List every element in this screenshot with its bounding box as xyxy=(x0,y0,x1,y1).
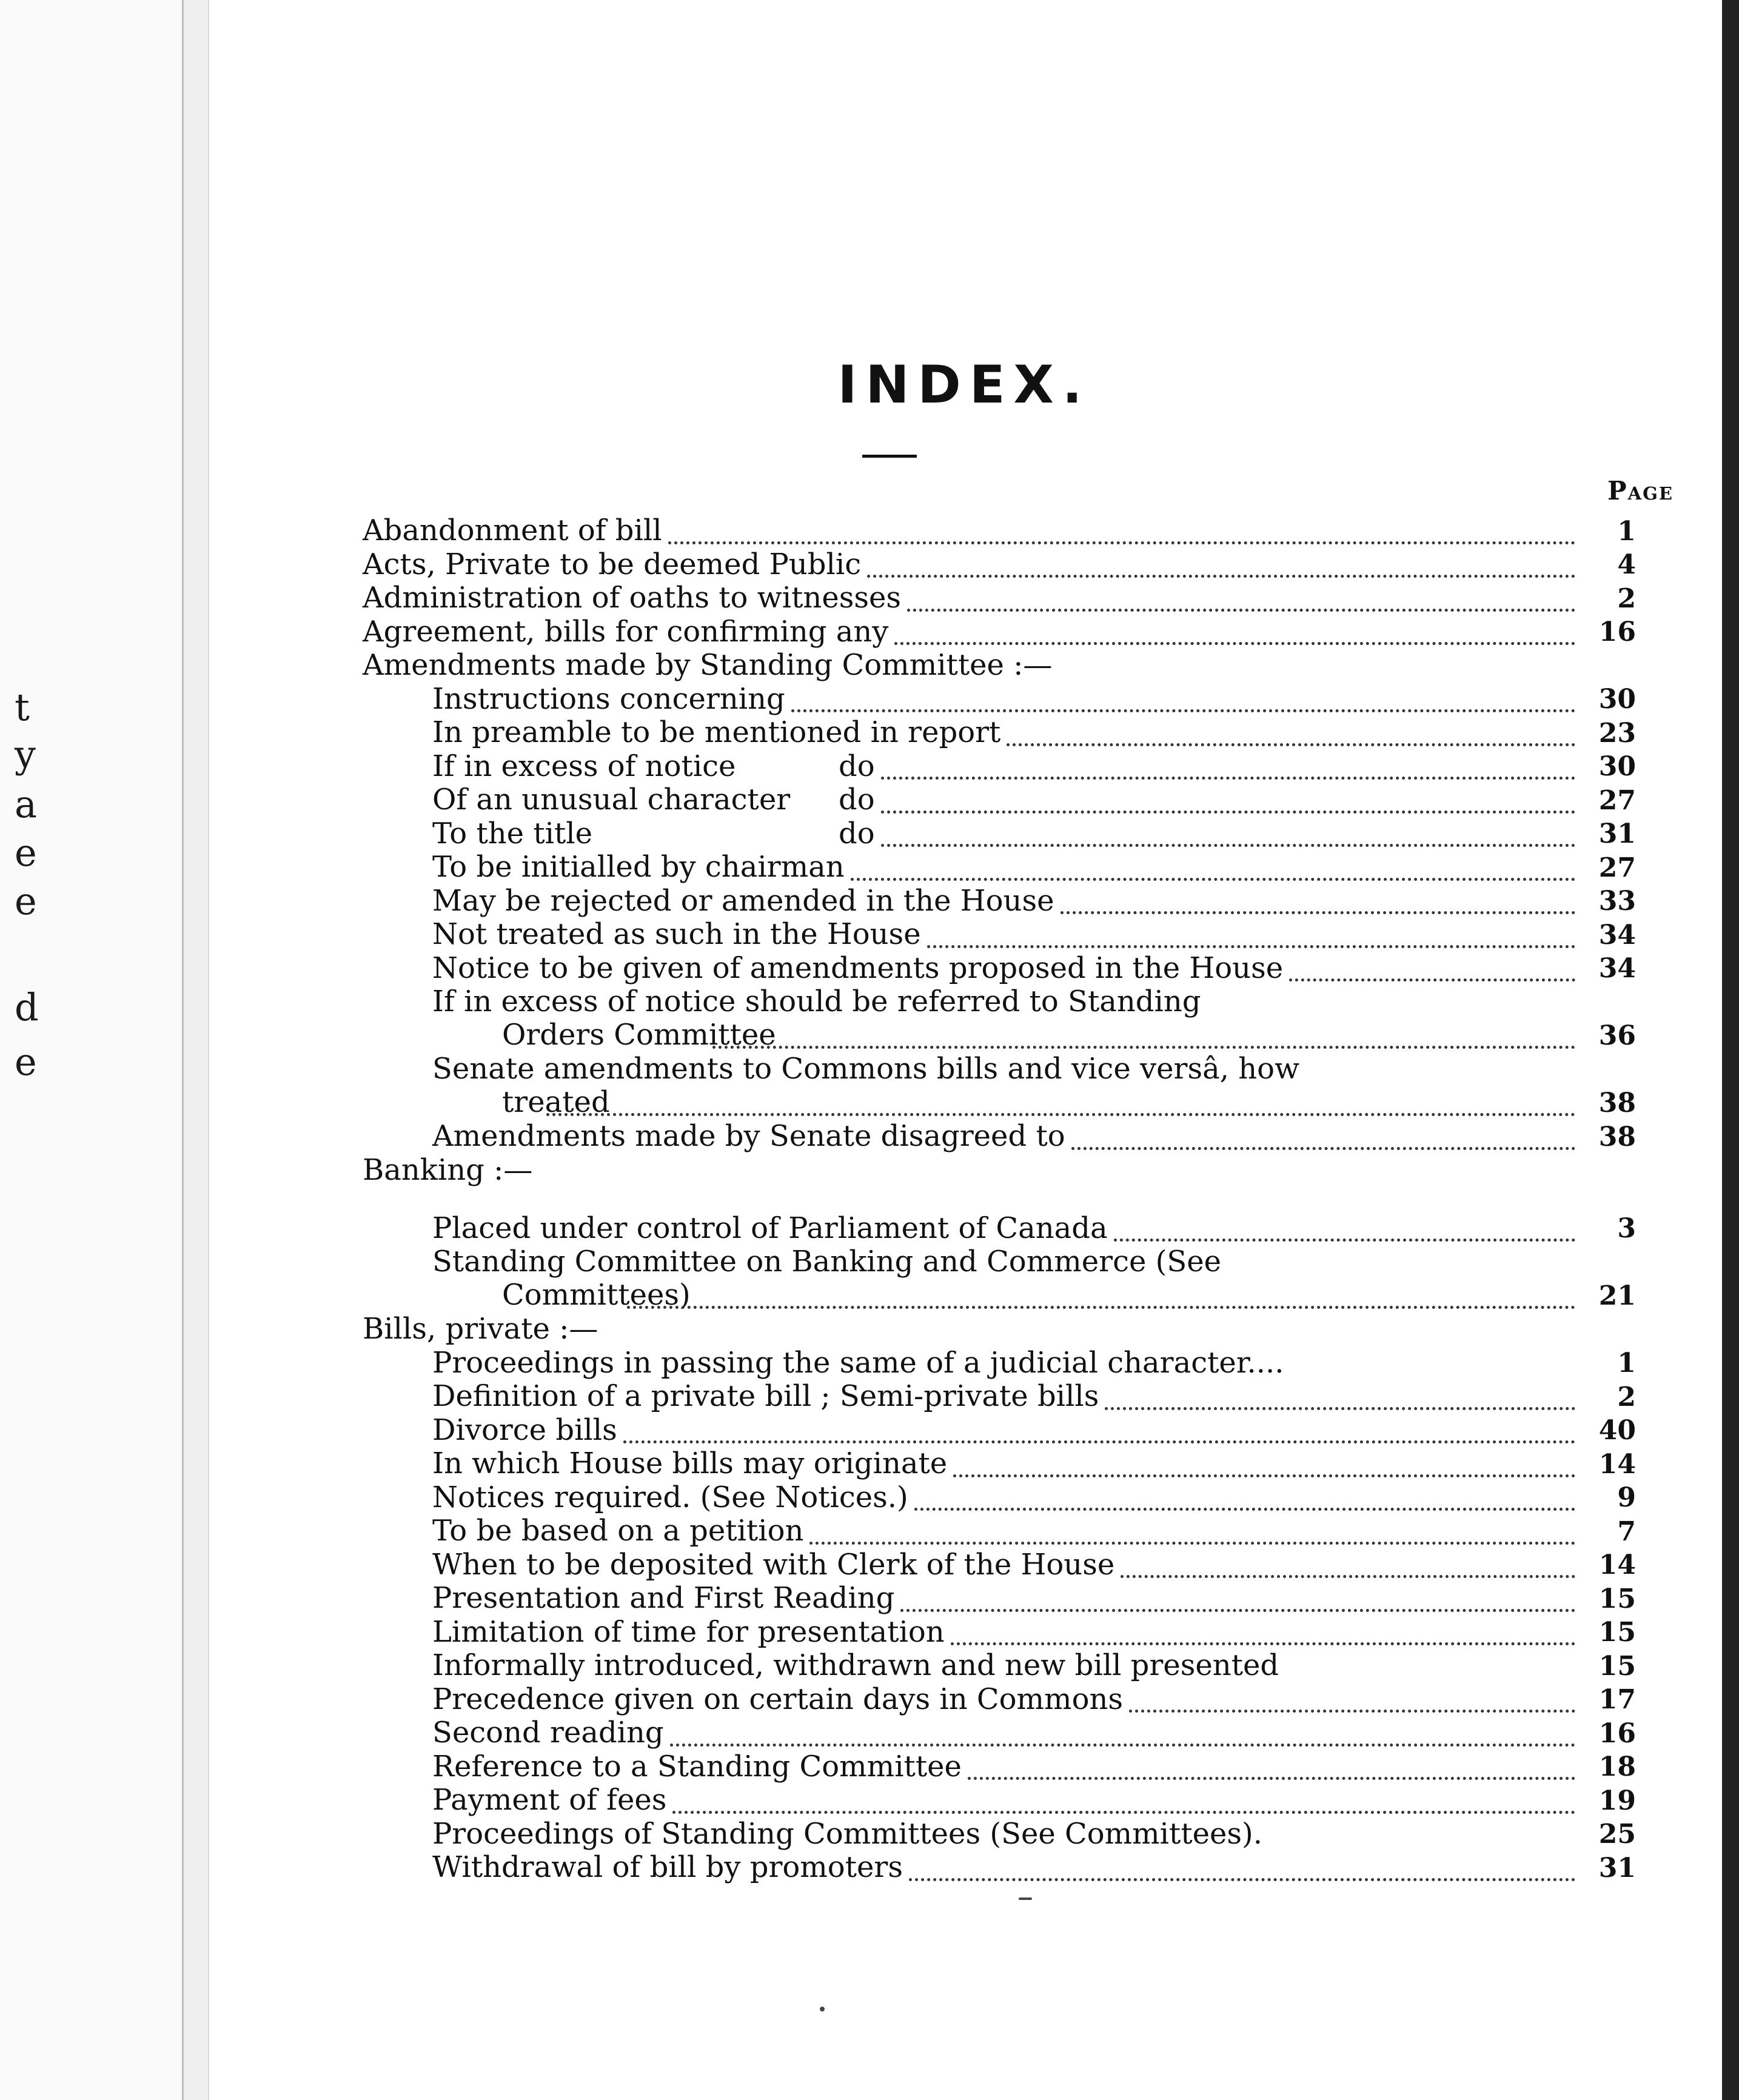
index-entry-text-wrap xyxy=(432,1649,1279,1682)
index-entry xyxy=(363,918,1636,952)
index-entry xyxy=(363,783,1636,817)
index-entry-label: Definition of a private bill ; Semi-private bills xyxy=(432,1379,1099,1413)
dot-leader xyxy=(914,1508,1575,1511)
index-page-number: 9 xyxy=(1617,1482,1636,1513)
index-page-number: 40 xyxy=(1598,1415,1636,1446)
index-entry-text-wrap xyxy=(363,1312,598,1346)
index-entry-continuation: treated xyxy=(502,1085,610,1119)
index-entry-label: Precedence given on certain days in Commons xyxy=(432,1682,1124,1716)
index-entry-text-wrap xyxy=(432,1683,1123,1716)
ditto-mark: do xyxy=(839,783,875,817)
index-entry xyxy=(363,1616,1636,1650)
title-rule xyxy=(862,455,917,458)
dot-leader xyxy=(712,1046,1575,1049)
index-entry-text-wrap xyxy=(432,783,875,817)
index-entry-label: Notice to be given of amendments proposed in the House xyxy=(432,951,1284,985)
index-entry-label: Agreement, bills for confirming any xyxy=(363,614,889,649)
dot-leader xyxy=(894,642,1575,645)
dot-leader xyxy=(851,878,1575,881)
dot-leader xyxy=(672,1811,1575,1814)
index-entry-continuation: Committees) xyxy=(502,1278,691,1312)
index-entry xyxy=(363,1120,1636,1154)
ink-speck xyxy=(820,2007,825,2011)
index-entry-label: In which House bills may originate xyxy=(432,1446,948,1480)
index-entry xyxy=(363,851,1636,884)
index-entry-text-wrap xyxy=(363,615,888,649)
index-entry xyxy=(363,1514,1636,1548)
index-page-number: 16 xyxy=(1598,617,1636,647)
index-entry xyxy=(363,985,1636,1052)
dot-leader xyxy=(1121,1575,1575,1578)
page-title: INDEX. xyxy=(837,355,1091,415)
index-entry-text-wrap xyxy=(432,1414,617,1447)
index-page-number: 30 xyxy=(1598,751,1636,782)
index-entry xyxy=(363,1784,1636,1817)
dot-leader xyxy=(623,1440,1575,1443)
index-entry-text-wrap xyxy=(432,749,875,783)
index-entry xyxy=(363,1245,1636,1312)
index-page-number: 23 xyxy=(1598,717,1636,749)
index-entry-text-wrap xyxy=(432,1481,908,1514)
index-page-number: 21 xyxy=(1598,1280,1636,1311)
index-page-number: 34 xyxy=(1598,953,1636,984)
dot-leader xyxy=(953,1474,1575,1477)
scan-border xyxy=(1722,0,1739,2100)
index-entry-text-wrap xyxy=(363,514,662,547)
index-entry-label: Proceedings of Standing Committees (See Committees). xyxy=(432,1816,1263,1851)
fragment-letter: e xyxy=(15,831,37,875)
fragment-letter: a xyxy=(15,782,37,826)
dot-leader xyxy=(668,541,1575,544)
dot-leader xyxy=(881,844,1575,847)
index-page-number: 33 xyxy=(1598,886,1636,917)
index-entry-text-wrap xyxy=(363,581,901,615)
index-entry xyxy=(363,1212,1636,1246)
index-page-number: 25 xyxy=(1598,1819,1636,1850)
index-entry-text-wrap xyxy=(432,1212,1108,1245)
fragment-letter: t xyxy=(15,685,30,729)
dot-leader xyxy=(627,1306,1575,1309)
index-page-number: 4 xyxy=(1617,549,1636,580)
dot-leader xyxy=(809,1542,1575,1545)
index-page-number: 38 xyxy=(1598,1121,1636,1152)
index-entry xyxy=(363,514,1636,548)
index-entry-text-wrap xyxy=(432,816,875,851)
index-page-number: 14 xyxy=(1598,1448,1636,1480)
index-entry-text-wrap xyxy=(432,952,1283,985)
index-entry xyxy=(363,817,1636,851)
index-page-number: 31 xyxy=(1598,1852,1636,1884)
index-entry-label: Second reading xyxy=(432,1716,664,1750)
index-entry xyxy=(363,1851,1636,1885)
index-page-number: 2 xyxy=(1617,583,1636,614)
dot-leader xyxy=(546,1113,1575,1116)
index-entry xyxy=(363,1548,1636,1582)
index-page-number: 31 xyxy=(1598,818,1636,849)
index-entry-label: Presentation and First Reading xyxy=(432,1581,895,1615)
index-entry xyxy=(363,1750,1636,1784)
index-entry-label: Acts, Private to be deemed Public xyxy=(363,547,862,581)
index-entry-text-wrap xyxy=(363,548,861,581)
ditto-mark: do xyxy=(839,816,875,851)
index-entry-text-wrap xyxy=(432,1817,1262,1851)
index-page-number: 17 xyxy=(1598,1684,1636,1715)
index-page-number: 15 xyxy=(1598,1617,1636,1648)
index-entry-label: Senate amendments to Commons bills and vice versâ, how xyxy=(432,1052,1300,1086)
dot-leader xyxy=(1060,911,1575,914)
index-page-number: 1 xyxy=(1617,1348,1636,1379)
index-entry-label: Abandonment of bill xyxy=(363,513,662,547)
index-entry-label: Instructions concerning xyxy=(432,681,785,716)
dot-leader xyxy=(907,609,1575,612)
dot-leader xyxy=(881,811,1575,814)
index-entry-text-wrap xyxy=(432,1245,1221,1312)
index-entry xyxy=(363,1414,1636,1448)
dot-leader xyxy=(1007,743,1575,746)
index-entry-label: When to be deposited with Clerk of the House xyxy=(432,1547,1115,1582)
index-page-number: 38 xyxy=(1598,1088,1636,1119)
index-entry xyxy=(363,1817,1636,1851)
index-page-number: 27 xyxy=(1598,784,1636,816)
index-entry-label: Administration of oaths to witnesses xyxy=(363,581,902,615)
index-entry-text-wrap xyxy=(432,1514,803,1548)
index-entry-label: Limitation of time for presentation xyxy=(432,1614,945,1649)
dot-leader xyxy=(968,1777,1575,1780)
index-page-number: 14 xyxy=(1598,1550,1636,1580)
index-page xyxy=(206,0,1722,2100)
index-entry-text-wrap xyxy=(432,716,1000,749)
index-entry-label: Bills, private :— xyxy=(363,1312,598,1346)
index-entry-label: Of an unusual character xyxy=(432,783,791,817)
dot-leader xyxy=(791,709,1575,712)
index-entry-text-wrap xyxy=(432,1784,666,1817)
index-entry xyxy=(363,952,1636,986)
index-entry-label: Placed under control of Parliament of Canada xyxy=(432,1211,1108,1245)
ink-speck xyxy=(1019,1898,1032,1900)
index-page-number: 27 xyxy=(1598,852,1636,883)
index-entry-text-wrap xyxy=(432,1548,1114,1582)
dot-leader xyxy=(909,1878,1575,1881)
index-page-number: 7 xyxy=(1617,1516,1636,1547)
index-entry-text-wrap xyxy=(432,1582,894,1615)
index-entry-label: If in excess of notice xyxy=(432,749,736,783)
index-entry xyxy=(363,1582,1636,1616)
ditto-mark: do xyxy=(839,749,875,783)
dot-leader xyxy=(1071,1147,1575,1150)
index-entry-text-wrap xyxy=(432,985,1201,1052)
dot-leader xyxy=(1105,1407,1575,1410)
index-page-number: 34 xyxy=(1598,919,1636,951)
fragment-letter: y xyxy=(15,732,36,777)
fragment-letter: e xyxy=(15,879,37,923)
dot-leader xyxy=(900,1609,1575,1612)
index-page-number: 16 xyxy=(1598,1717,1636,1749)
index-entry-label: If in excess of notice should be referred to Standing xyxy=(432,985,1201,1018)
index-entry xyxy=(363,1683,1636,1717)
index-entry-label: Divorce bills xyxy=(432,1413,617,1447)
index-entry xyxy=(363,1481,1636,1515)
index-entry xyxy=(363,716,1636,750)
previous-page-edge xyxy=(0,0,182,2100)
index-entry-label: Not treated as such in the House xyxy=(432,917,921,951)
index-entry-label: Informally introduced, withdrawn and new bill presented xyxy=(432,1648,1279,1682)
index-entry-text-wrap xyxy=(432,1750,962,1784)
index-entry-label: To the title xyxy=(432,816,592,851)
dot-leader xyxy=(951,1642,1575,1645)
dot-leader xyxy=(881,777,1575,780)
index-entry xyxy=(363,615,1636,649)
index-entry-text-wrap xyxy=(432,1447,947,1480)
index-page-number: 30 xyxy=(1598,684,1636,715)
index-entry-text-wrap xyxy=(432,918,921,951)
index-entry-text-wrap xyxy=(432,1851,903,1884)
dot-leader xyxy=(1289,978,1575,981)
index-entry-text-wrap xyxy=(432,1120,1065,1153)
book-spine-gutter xyxy=(182,0,209,2100)
dot-leader xyxy=(670,1744,1575,1747)
index-page-number: 15 xyxy=(1598,1583,1636,1614)
index-entry-text-wrap xyxy=(363,649,1052,682)
index-entry-continuation: Orders Committee xyxy=(502,1018,776,1052)
fragment-letter: e xyxy=(15,1040,37,1084)
dot-leader xyxy=(867,575,1575,578)
index-entries xyxy=(363,514,1636,1885)
index-entry xyxy=(363,1346,1636,1380)
index-entry-label: Amendments made by Senate disagreed to xyxy=(432,1119,1065,1153)
index-entry-label: May be rejected or amended in the House xyxy=(432,883,1054,918)
index-entry xyxy=(363,1380,1636,1414)
index-entry-text-wrap xyxy=(432,851,845,884)
index-entry xyxy=(363,884,1636,918)
index-page-number: 2 xyxy=(1617,1381,1636,1413)
index-entry-text-wrap xyxy=(432,1616,945,1649)
dot-leader xyxy=(1114,1239,1575,1242)
page-column-header: Page xyxy=(1607,476,1674,506)
fragment-letter: d xyxy=(15,985,39,1029)
index-entry-label: Reference to a Standing Committee xyxy=(432,1749,962,1784)
index-entry-text-wrap xyxy=(432,683,785,716)
index-entry xyxy=(363,1716,1636,1750)
index-page-number: 19 xyxy=(1598,1785,1636,1816)
index-page-number: 36 xyxy=(1598,1020,1636,1051)
index-entry-text-wrap xyxy=(432,1052,1299,1119)
index-entry xyxy=(363,1649,1636,1683)
index-entry xyxy=(363,683,1636,717)
index-entry xyxy=(363,1312,1636,1346)
index-entry xyxy=(363,649,1636,683)
index-page-number: 3 xyxy=(1617,1213,1636,1244)
dot-leader xyxy=(927,945,1575,948)
index-entry-text-wrap xyxy=(432,1380,1099,1413)
dot-leader xyxy=(1129,1710,1575,1713)
index-entry-label: To be initialled by chairman xyxy=(432,850,845,884)
index-entry-text-wrap xyxy=(363,1154,532,1187)
index-page-number: 15 xyxy=(1598,1650,1636,1682)
index-entry-label: Proceedings in passing the same of a judicial character.... xyxy=(432,1345,1284,1380)
index-entry-label: To be based on a petition xyxy=(432,1514,804,1548)
index-entry-label: Notices required. (See Notices.) xyxy=(432,1480,908,1514)
index-entry xyxy=(363,581,1636,615)
index-entry-text-wrap xyxy=(432,1346,1284,1380)
index-entry-label: Standing Committee on Banking and Commerce (See xyxy=(432,1245,1222,1279)
index-entry-label: Withdrawal of bill by promoters xyxy=(432,1850,903,1884)
index-entry xyxy=(363,548,1636,582)
index-entry xyxy=(363,1052,1636,1120)
index-entry-label: Payment of fees xyxy=(432,1783,667,1817)
index-entry xyxy=(363,1447,1636,1481)
index-entry-text-wrap xyxy=(432,884,1054,918)
index-entry xyxy=(363,750,1636,784)
index-entry xyxy=(363,1154,1636,1212)
index-entry-label: Banking :— xyxy=(363,1152,533,1187)
index-entry-text-wrap xyxy=(432,1716,664,1750)
index-page-number: 1 xyxy=(1617,515,1636,547)
index-entry-label: In preamble to be mentioned in report xyxy=(432,715,1001,749)
index-page-number: 18 xyxy=(1598,1751,1636,1782)
index-entry-label: Amendments made by Standing Committee :— xyxy=(363,648,1053,682)
